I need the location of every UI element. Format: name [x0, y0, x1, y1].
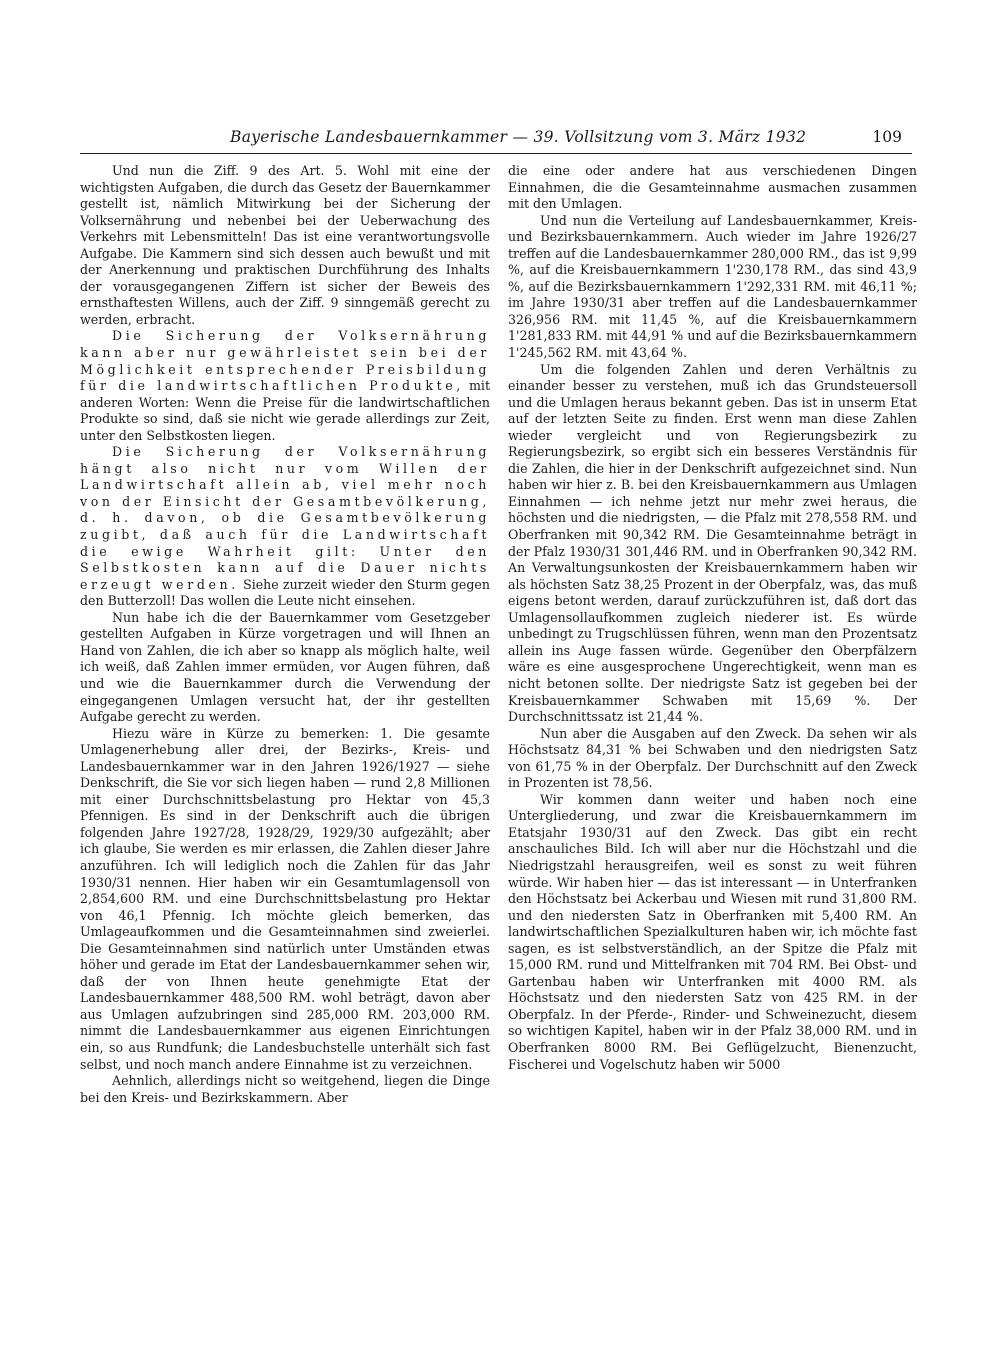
header-rule	[80, 153, 912, 154]
paragraph: Um die folgenden Zahlen und deren Verhältnis zu einander besser zu verstehen, muß ich das Grundsteuersoll und die Umlagen heraus bekannt geben. Das ist in unserm Etat auf der letzten Seite zu finden. Erst wenn man diese Zahlen wieder vergleicht und von Regierungsbezirk zu Regierungsbezirk, so ergibt sich ein besseres Verständnis für die Zahlen, die hier in der Denkschrift aufgezeichnet sind. Nun haben wir hier z. B. bei den Kreisbauernkammern aus Umlagen Einnahmen — ich nehme jetzt nur mehr zwei heraus, die höchsten und die niedrigsten, — die Pfalz mit 278,558 RM. und Oberfranken mit 90,342 RM. Die Gesamteinnahme beträgt in der Pfalz 1930/31 301,446 RM. und in Oberfranken 90,342 RM. An Verwaltungsunkosten der Kreisbauernkammern haben wir als höchsten Satz 38,25 Prozent in der Oberpfalz, was, das muß eigens betont werden, darauf zurückzuführen ist, daß dort das Umlagensollaufkommen zugleich niederer ist. Es würde unbedingt zu Trugschlüssen führen, wenn man den Prozentsatz allein ins Auge fassen würde. Gegenüber den Oberpfälzern wäre es eine ausgesprochene Ungerechtigkeit, wenn man es nicht betonen sollte. Der niedrigste Satz ist gegeben bei der Kreisbauernkammer Schwaben mit 15,69 %. Der Durchschnittssatz ist 21,44 %.	[508, 361, 917, 725]
paragraph: die eine oder andere hat aus verschiedenen Dingen Einnahmen, die die Gesamteinnahme ausmachen zusammen mit den Umlagen.	[508, 163, 917, 212]
paragraph-text: Siehe zurzeit wieder den Sturm gegen den Butterzoll! Das wollen die Leute nicht einsehen.	[80, 576, 490, 609]
page-number: 109	[872, 128, 902, 146]
left-column	[80, 163, 490, 1106]
running-header	[80, 128, 912, 152]
paragraph: Und nun die Ziff. 9 des Art. 5. Wohl mit eine der wichtigsten Aufgaben, die durch das Gesetz der Bauernkammer gestellt ist, nämlich Mitwirkung bei der Sicherung der Volksernährung und nebenbei bei der Ueberwachung des Verkehrs mit Lebensmitteln! Das ist eine verantwortungsvolle Aufgabe. Die Kammern sind sich dessen auch bewußt und mit der Anerkennung und praktischen Durchführung des Inhalts der vorausgegangenen Ziffern ist sicher der Beweis des ernsthaftesten Willens, auch der Ziff. 9 sinngemäß gerecht zu werden, erbracht.	[80, 163, 490, 327]
paragraph	[80, 328, 490, 444]
running-title: Bayerische Landesbauernkammer — 39. Vollsitzung vom 3. März 1932	[230, 128, 807, 146]
paragraph: Aehnlich, allerdings nicht so weitgehend, liegen die Dinge bei den Kreis- und Bezirkskammern. Aber	[80, 1073, 490, 1105]
spaced-emphasis: Die Sicherung der Volksernährung hängt also nicht nur vom Willen der Landwirtschaft allein ab, viel mehr noch von der Einsicht der Gesamtbevölkerung, d. h. davon, ob die Gesamtbevölkerung zugibt, daß auch für die Landwirtschaft die ewige Wahrheit gilt: Unter den Selbstkosten kann auf die Dauer nichts erzeugt werden.	[80, 444, 490, 592]
spaced-emphasis: Die Sicherung der Volksernährung kann aber nur gewährleistet sein bei der Möglichkeit entsprechender Preisbildung für die landwirtschaftlichen Produkte,	[80, 328, 490, 394]
paragraph: Wir kommen dann weiter und haben noch eine Untergliederung, und zwar die Kreisbauernkammern im Etatsjahr 1930/31 auf den Zweck. Das gibt ein recht anschauliches Bild. Ich will aber nur die Höchstzahl und die Niedrigstzahl herausgreifen, weil es sonst zu weit führen würde. Wir haben hier — das ist interessant — in Unterfranken den Höchstsatz bei Ackerbau und Wiesen mit rund 31,800 RM. und den niedersten Satz in Oberfranken mit 5,400 RM. An landwirtschaftlichen Spezialkulturen haben wir, ich möchte fast sagen, es ist selbstverständlich, an der Spitze die Pfalz mit 15,000 RM. rund und Mittelfranken mit 704 RM. Bei Obst- und Gartenbau haben wir Unterfranken mit 4000 RM. als Höchstsatz und den niedersten Satz von 425 RM. in der Oberpfalz. In der Pferde-, Rinder- und Schweinezucht, diesem so wichtigen Kapitel, haben wir in der Pfalz 38,000 RM. und in Oberfranken 8000 RM. Bei Geflügelzucht, Bienenzucht, Fischerei und Vogelschutz haben wir 5000	[508, 791, 917, 1072]
paragraph-text: mit anderen Worten: Wenn die Preise für die landwirtschaftlichen Produkte so sind, daß sie nicht wie gerade allerdings zur Zeit, unter den Selbstkosten liegen.	[80, 378, 490, 443]
paragraph: Nun habe ich die der Bauernkammer vom Gesetzgeber gestellten Aufgaben in Kürze vorgetragen und will Ihnen an Hand von Zahlen, die ich aber so knapp als möglich halte, weil ich weiß, daß Zahlen immer ermüden, vor Augen führen, daß und wie die Bauernkammer durch die Verwendung der eingegangenen Umlagen versucht hat, der ihr gestellten Aufgabe gerecht zu werden.	[80, 609, 490, 725]
paragraph: Und nun die Verteilung auf Landesbauernkammer, Kreis- und Bezirksbauernkammern. Auch wieder im Jahre 1926/27 treffen auf die Landesbauernkammer 280,000 RM., das ist 9,99 %, auf die Kreisbauernkammern 1'230,178 RM., das sind 43,9 %, auf die Bezirksbauernkammern 1'292,331 RM. mit 46,11 %; im Jahre 1930/31 aber treffen auf die Landesbauernkammer 326,956 RM. mit 11,45 %, auf die Kreisbauernkammern 1'281,833 RM. mit 44,91 % und auf die Bezirksbauernkammern 1'245,562 RM. mit 43,64 %.	[508, 212, 917, 361]
paragraph: Hiezu wäre in Kürze zu bemerken: 1. Die gesamte Umlagenerhebung aller drei, der Bezirks-, Kreis- und Landesbauernkammer war in den Jahren 1926/1927 — siehe Denkschrift, die Sie vor sich liegen haben — rund 2,8 Millionen mit einer Durchschnittsbelastung pro Hektar von 45,3 Pfennigen. Es sind in der Denkschrift auch die übrigen folgenden Jahre 1927/28, 1928/29, 1929/30 aufgezählt; aber ich glaube, Sie werden es mir erlassen, die Zahlen dieser Jahre anzuführen. Ich will lediglich noch die Zahlen für das Jahr 1930/31 nennen. Hier haben wir ein Gesamtumlagensoll von 2,854,600 RM. und eine Durchschnittsbelastung pro Hektar von 46,1 Pfennig. Ich möchte gleich bemerken, das Umlageaufkommen und die Gesamteinnahmen sind zweierlei. Die Gesamteinnahmen sind natürlich unter Umständen etwas höher und gerade im Etat der Landesbauernkammer sehen wir, daß der von Ihnen heute genehmigte Etat der Landesbauernkammer 488,500 RM. wohl beträgt, davon aber aus Umlagen aufzubringen sind 285,000 RM. 203,000 RM. nimmt die Landesbauernkammer aus eigenen Einrichtungen ein, so aus Rundfunk; die Landesbuchstelle unterhält sich fast selbst, und noch manch andere Einnahme ist zu verzeichnen.	[80, 725, 490, 1072]
paragraph: Nun aber die Ausgaben auf den Zweck. Da sehen wir als Höchstsatz 84,31 % bei Schwaben und den niedrigsten Satz von 61,75 % in der Oberpfalz. Der Durchschnitt auf den Zweck in Prozenten ist 78,56.	[508, 725, 917, 791]
right-column	[508, 163, 917, 1073]
paragraph	[80, 444, 490, 609]
